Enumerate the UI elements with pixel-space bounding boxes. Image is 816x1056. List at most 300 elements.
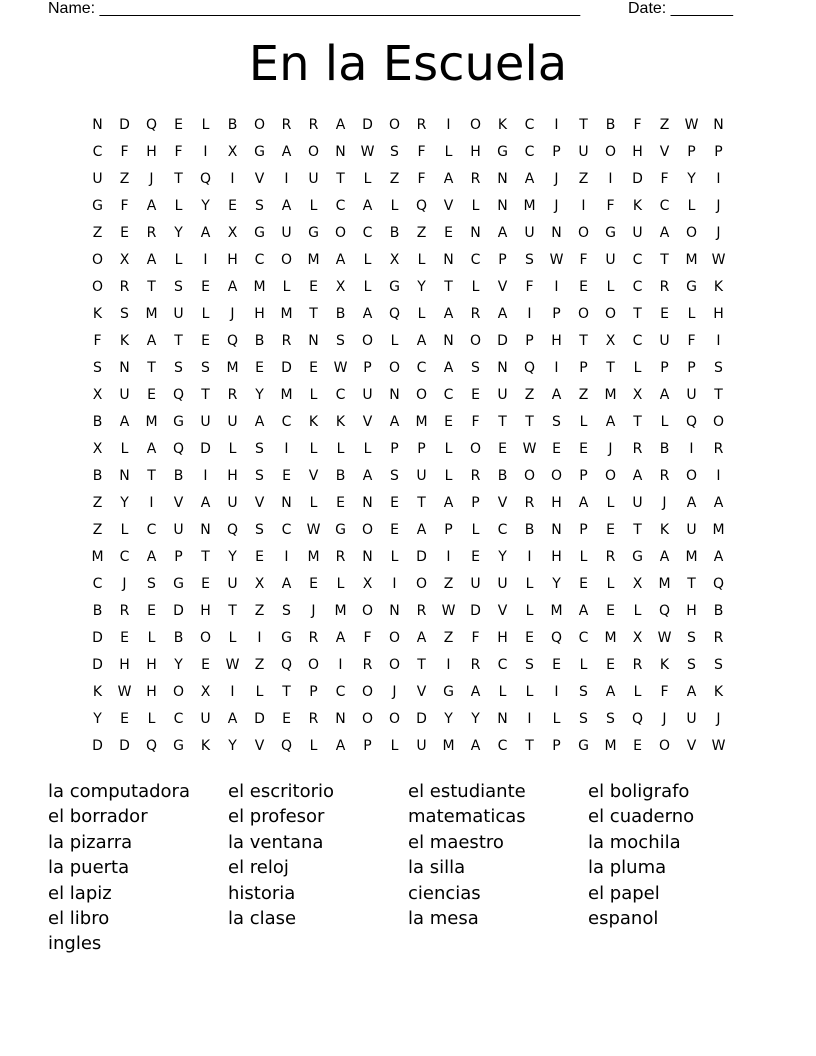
grid-letter[interactable]: S [201, 360, 210, 376]
grid-letter[interactable]: A [524, 171, 535, 187]
grid-letter[interactable]: I [284, 171, 289, 187]
grid-letter[interactable]: C [497, 657, 508, 673]
grid-letter[interactable]: A [443, 360, 454, 376]
grid-letter[interactable]: C [632, 252, 643, 268]
grid-letter[interactable]: I [581, 198, 586, 214]
grid-letter[interactable]: V [308, 468, 319, 484]
grid-letter[interactable]: T [417, 495, 426, 511]
grid-letter[interactable]: J [716, 225, 721, 241]
grid-letter[interactable]: V [173, 495, 184, 511]
grid-letter[interactable]: S [120, 306, 129, 322]
grid-letter[interactable]: S [336, 333, 345, 349]
grid-letter[interactable]: E [309, 360, 318, 376]
grid-letter[interactable]: W [441, 603, 456, 619]
grid-letter[interactable]: I [446, 549, 451, 565]
grid-letter[interactable]: S [390, 468, 399, 484]
grid-letter[interactable]: W [360, 144, 375, 160]
grid-letter[interactable]: L [390, 333, 399, 349]
grid-letter[interactable]: I [149, 495, 154, 511]
grid-letter[interactable]: I [716, 333, 721, 349]
grid-letter[interactable]: A [362, 198, 373, 214]
grid-letter[interactable]: M [604, 630, 617, 646]
grid-letter[interactable]: M [307, 252, 320, 268]
grid-letter[interactable]: V [362, 414, 373, 430]
grid-letter[interactable]: N [497, 711, 508, 727]
grid-letter[interactable]: G [578, 738, 589, 754]
grid-letter[interactable]: Q [550, 630, 563, 646]
grid-letter[interactable]: E [174, 117, 183, 133]
grid-letter[interactable]: O [577, 225, 590, 241]
grid-letter[interactable]: S [255, 522, 264, 538]
grid-letter[interactable]: J [608, 441, 613, 457]
grid-letter[interactable]: Q [523, 360, 536, 376]
grid-letter[interactable]: L [633, 360, 642, 376]
grid-letter[interactable]: H [146, 144, 157, 160]
grid-letter[interactable]: R [308, 630, 319, 646]
grid-letter[interactable]: V [254, 738, 265, 754]
grid-letter[interactable]: Q [226, 522, 239, 538]
grid-letter[interactable]: Q [172, 441, 185, 457]
grid-letter[interactable]: M [307, 549, 320, 565]
grid-letter[interactable]: N [389, 387, 400, 403]
grid-letter[interactable]: F [417, 171, 426, 187]
grid-letter[interactable]: H [146, 657, 157, 673]
grid-letter[interactable]: P [552, 306, 561, 322]
grid-letter[interactable]: N [551, 522, 562, 538]
grid-letter[interactable]: Y [228, 738, 237, 754]
grid-letter[interactable]: N [443, 252, 454, 268]
grid-letter[interactable]: O [685, 468, 698, 484]
grid-letter[interactable]: G [335, 522, 346, 538]
grid-letter[interactable]: R [659, 279, 670, 295]
grid-letter[interactable]: L [390, 549, 399, 565]
grid-letter[interactable]: N [362, 549, 373, 565]
grid-letter[interactable]: Q [280, 738, 293, 754]
grid-letter[interactable]: V [254, 171, 265, 187]
grid-letter[interactable]: P [417, 441, 426, 457]
grid-letter[interactable]: A [362, 468, 373, 484]
grid-letter[interactable]: S [714, 360, 723, 376]
grid-letter[interactable]: E [201, 333, 210, 349]
grid-letter[interactable]: T [282, 684, 291, 700]
grid-letter[interactable]: E [579, 279, 588, 295]
grid-letter[interactable]: R [119, 603, 130, 619]
grid-letter[interactable]: T [174, 333, 183, 349]
grid-letter[interactable]: O [604, 468, 617, 484]
grid-letter[interactable]: O [415, 387, 428, 403]
grid-letter[interactable]: A [362, 306, 373, 322]
grid-letter[interactable]: T [444, 279, 453, 295]
grid-letter[interactable]: X [362, 576, 373, 592]
grid-letter[interactable]: U [470, 576, 481, 592]
grid-letter[interactable]: D [173, 603, 184, 619]
grid-letter[interactable]: O [91, 279, 104, 295]
grid-letter[interactable]: Y [417, 279, 426, 295]
grid-letter[interactable]: V [416, 684, 427, 700]
grid-letter[interactable]: T [147, 360, 156, 376]
grid-letter[interactable]: G [605, 225, 616, 241]
grid-letter[interactable]: F [579, 252, 588, 268]
grid-letter[interactable]: R [632, 657, 643, 673]
grid-letter[interactable]: G [497, 144, 508, 160]
grid-letter[interactable]: T [714, 387, 723, 403]
grid-letter[interactable]: S [687, 630, 696, 646]
grid-letter[interactable]: W [333, 360, 348, 376]
grid-letter[interactable]: M [145, 414, 158, 430]
grid-letter[interactable]: I [554, 117, 559, 133]
grid-letter[interactable]: O [172, 684, 185, 700]
grid-letter[interactable]: Y [228, 549, 237, 565]
grid-letter[interactable]: T [633, 306, 642, 322]
grid-letter[interactable]: R [470, 468, 481, 484]
grid-letter[interactable]: S [471, 360, 480, 376]
grid-letter[interactable]: I [689, 441, 694, 457]
grid-letter[interactable]: F [120, 198, 129, 214]
grid-letter[interactable]: U [632, 495, 643, 511]
grid-letter[interactable]: M [415, 414, 428, 430]
grid-letter[interactable]: E [228, 198, 237, 214]
grid-letter[interactable]: N [119, 468, 130, 484]
grid-letter[interactable]: W [522, 441, 537, 457]
grid-letter[interactable]: T [201, 549, 210, 565]
grid-letter[interactable]: L [471, 198, 480, 214]
grid-letter[interactable]: H [713, 306, 724, 322]
grid-letter[interactable]: M [685, 549, 698, 565]
grid-letter[interactable]: T [660, 252, 669, 268]
grid-letter[interactable]: L [525, 684, 534, 700]
grid-letter[interactable]: U [92, 171, 103, 187]
grid-letter[interactable]: B [497, 468, 508, 484]
grid-letter[interactable]: B [173, 630, 184, 646]
grid-letter[interactable]: B [605, 117, 616, 133]
grid-letter[interactable]: I [446, 117, 451, 133]
grid-letter[interactable]: L [255, 684, 264, 700]
grid-letter[interactable]: Z [92, 225, 103, 241]
grid-letter[interactable]: Q [226, 333, 239, 349]
grid-letter[interactable]: P [579, 360, 588, 376]
grid-letter[interactable]: K [659, 657, 670, 673]
grid-letter[interactable]: B [173, 468, 184, 484]
grid-letter[interactable]: L [444, 441, 453, 457]
grid-letter[interactable]: G [632, 549, 643, 565]
grid-letter[interactable]: H [119, 657, 130, 673]
grid-letter[interactable]: I [716, 468, 721, 484]
grid-letter[interactable]: P [552, 738, 561, 754]
grid-letter[interactable]: A [335, 117, 346, 133]
grid-letter[interactable]: L [606, 576, 615, 592]
grid-letter[interactable]: S [687, 657, 696, 673]
grid-letter[interactable]: A [470, 738, 481, 754]
grid-letter[interactable]: V [686, 738, 697, 754]
grid-letter[interactable]: O [361, 522, 374, 538]
grid-letter[interactable]: D [119, 117, 130, 133]
grid-letter[interactable]: Z [416, 225, 427, 241]
grid-letter[interactable]: L [174, 252, 183, 268]
grid-letter[interactable]: A [443, 171, 454, 187]
grid-letter[interactable]: O [577, 306, 590, 322]
grid-letter[interactable]: N [200, 522, 211, 538]
grid-letter[interactable]: Y [687, 171, 696, 187]
grid-letter[interactable]: V [497, 279, 508, 295]
grid-letter[interactable]: A [227, 711, 238, 727]
grid-letter[interactable]: P [309, 684, 318, 700]
grid-letter[interactable]: U [686, 711, 697, 727]
grid-letter[interactable]: E [525, 630, 534, 646]
grid-letter[interactable]: E [201, 657, 210, 673]
grid-letter[interactable]: I [203, 252, 208, 268]
grid-letter[interactable]: I [554, 279, 559, 295]
grid-letter[interactable]: A [659, 549, 670, 565]
grid-letter[interactable]: H [227, 252, 238, 268]
grid-letter[interactable]: L [444, 144, 453, 160]
grid-letter[interactable]: F [633, 117, 642, 133]
grid-letter[interactable]: L [201, 117, 210, 133]
grid-letter[interactable]: C [524, 117, 535, 133]
grid-letter[interactable]: A [146, 441, 157, 457]
grid-letter[interactable]: C [362, 225, 373, 241]
grid-letter[interactable]: K [713, 279, 724, 295]
grid-letter[interactable]: Q [658, 603, 671, 619]
grid-letter[interactable]: O [604, 306, 617, 322]
grid-letter[interactable]: E [282, 468, 291, 484]
grid-letter[interactable]: L [660, 414, 669, 430]
grid-letter[interactable]: T [525, 738, 534, 754]
grid-letter[interactable]: I [203, 468, 208, 484]
grid-letter[interactable]: E [201, 279, 210, 295]
grid-letter[interactable]: U [227, 414, 238, 430]
grid-letter[interactable]: W [549, 252, 564, 268]
grid-letter[interactable]: W [306, 522, 321, 538]
grid-letter[interactable]: Q [145, 117, 158, 133]
grid-letter[interactable]: U [200, 414, 211, 430]
grid-letter[interactable]: P [660, 360, 669, 376]
grid-letter[interactable]: P [579, 522, 588, 538]
grid-letter[interactable]: V [497, 603, 508, 619]
grid-letter[interactable]: E [336, 495, 345, 511]
grid-letter[interactable]: N [551, 225, 562, 241]
grid-letter[interactable]: A [578, 495, 589, 511]
grid-letter[interactable]: O [712, 414, 725, 430]
grid-letter[interactable]: D [200, 441, 211, 457]
grid-letter[interactable]: J [392, 684, 397, 700]
grid-letter[interactable]: I [203, 144, 208, 160]
grid-letter[interactable]: G [443, 684, 454, 700]
grid-letter[interactable]: X [632, 576, 643, 592]
grid-letter[interactable]: E [633, 738, 642, 754]
grid-letter[interactable]: D [254, 711, 265, 727]
grid-letter[interactable]: E [255, 549, 264, 565]
grid-letter[interactable]: H [551, 333, 562, 349]
grid-letter[interactable]: I [527, 549, 532, 565]
grid-letter[interactable]: E [120, 225, 129, 241]
grid-letter[interactable]: L [606, 279, 615, 295]
grid-letter[interactable]: T [147, 468, 156, 484]
grid-letter[interactable]: D [632, 171, 643, 187]
grid-letter[interactable]: J [311, 603, 316, 619]
grid-letter[interactable]: T [633, 522, 642, 538]
grid-letter[interactable]: S [174, 360, 183, 376]
grid-letter[interactable]: L [282, 279, 291, 295]
grid-letter[interactable]: X [335, 279, 346, 295]
grid-letter[interactable]: E [201, 576, 210, 592]
grid-letter[interactable]: F [471, 630, 480, 646]
grid-letter[interactable]: J [662, 495, 667, 511]
grid-letter[interactable]: C [416, 360, 427, 376]
grid-letter[interactable]: E [444, 225, 453, 241]
grid-letter[interactable]: W [657, 630, 672, 646]
grid-letter[interactable]: Y [120, 495, 129, 511]
grid-letter[interactable]: N [713, 117, 724, 133]
grid-letter[interactable]: D [92, 630, 103, 646]
grid-letter[interactable]: C [119, 549, 130, 565]
grid-letter[interactable]: T [336, 171, 345, 187]
grid-letter[interactable]: L [336, 441, 345, 457]
grid-letter[interactable]: Z [578, 387, 589, 403]
grid-letter[interactable]: G [254, 225, 265, 241]
grid-letter[interactable]: A [470, 684, 481, 700]
grid-letter[interactable]: K [308, 414, 319, 430]
grid-letter[interactable]: L [417, 252, 426, 268]
grid-letter[interactable]: I [230, 684, 235, 700]
grid-letter[interactable]: L [174, 198, 183, 214]
grid-letter[interactable]: A [416, 522, 427, 538]
grid-letter[interactable]: M [280, 387, 293, 403]
grid-letter[interactable]: S [255, 198, 264, 214]
grid-letter[interactable]: F [417, 144, 426, 160]
grid-letter[interactable]: V [443, 198, 454, 214]
grid-letter[interactable]: C [632, 279, 643, 295]
grid-letter[interactable]: S [606, 711, 615, 727]
grid-letter[interactable]: Z [443, 576, 454, 592]
grid-letter[interactable]: M [685, 252, 698, 268]
grid-letter[interactable]: C [632, 333, 643, 349]
grid-letter[interactable]: B [713, 603, 724, 619]
grid-letter[interactable]: S [579, 711, 588, 727]
grid-letter[interactable]: E [660, 306, 669, 322]
grid-letter[interactable]: F [687, 333, 696, 349]
grid-letter[interactable]: T [147, 279, 156, 295]
grid-letter[interactable]: E [444, 414, 453, 430]
grid-letter[interactable]: L [417, 306, 426, 322]
grid-letter[interactable]: M [658, 576, 671, 592]
grid-letter[interactable]: U [227, 495, 238, 511]
grid-letter[interactable]: T [228, 603, 237, 619]
grid-letter[interactable]: R [632, 441, 643, 457]
grid-letter[interactable]: T [174, 171, 183, 187]
grid-letter[interactable]: Y [255, 387, 264, 403]
grid-letter[interactable]: O [388, 657, 401, 673]
grid-letter[interactable]: Q [712, 576, 725, 592]
grid-letter[interactable]: F [174, 144, 183, 160]
grid-letter[interactable]: L [120, 522, 129, 538]
grid-letter[interactable]: O [361, 711, 374, 727]
grid-letter[interactable]: C [443, 387, 454, 403]
grid-letter[interactable]: V [659, 144, 670, 160]
grid-letter[interactable]: L [363, 252, 372, 268]
grid-letter[interactable]: B [335, 468, 346, 484]
grid-letter[interactable]: P [525, 333, 534, 349]
grid-letter[interactable]: A [416, 333, 427, 349]
grid-letter[interactable]: O [253, 117, 266, 133]
grid-letter[interactable]: R [470, 171, 481, 187]
grid-letter[interactable]: N [335, 144, 346, 160]
grid-letter[interactable]: E [606, 657, 615, 673]
grid-letter[interactable]: A [605, 414, 616, 430]
grid-letter[interactable]: G [686, 279, 697, 295]
grid-letter[interactable]: Z [92, 495, 103, 511]
grid-letter[interactable]: L [525, 576, 534, 592]
grid-letter[interactable]: O [361, 684, 374, 700]
grid-letter[interactable]: E [147, 387, 156, 403]
grid-letter[interactable]: D [416, 711, 427, 727]
grid-letter[interactable]: U [416, 468, 427, 484]
grid-letter[interactable]: N [389, 603, 400, 619]
grid-letter[interactable]: B [92, 603, 103, 619]
grid-letter[interactable]: A [200, 225, 211, 241]
grid-letter[interactable]: C [497, 738, 508, 754]
grid-letter[interactable]: A [713, 549, 724, 565]
grid-letter[interactable]: A [686, 495, 697, 511]
grid-letter[interactable]: C [578, 630, 589, 646]
grid-letter[interactable]: E [390, 495, 399, 511]
grid-letter[interactable]: I [284, 441, 289, 457]
grid-letter[interactable]: U [173, 522, 184, 538]
grid-letter[interactable]: K [92, 684, 103, 700]
grid-letter[interactable]: L [228, 630, 237, 646]
grid-letter[interactable]: M [604, 387, 617, 403]
grid-letter[interactable]: U [308, 171, 319, 187]
grid-letter[interactable]: P [444, 522, 453, 538]
grid-letter[interactable]: S [525, 657, 534, 673]
grid-letter[interactable]: X [92, 387, 103, 403]
grid-letter[interactable]: C [335, 198, 346, 214]
grid-letter[interactable]: Z [389, 171, 400, 187]
grid-letter[interactable]: M [226, 360, 239, 376]
grid-letter[interactable]: I [284, 549, 289, 565]
grid-letter[interactable]: E [606, 522, 615, 538]
grid-letter[interactable]: J [122, 576, 127, 592]
grid-letter[interactable]: A [281, 144, 292, 160]
grid-letter[interactable]: P [714, 144, 723, 160]
grid-letter[interactable]: U [686, 387, 697, 403]
grid-letter[interactable]: O [334, 225, 347, 241]
grid-letter[interactable]: N [362, 495, 373, 511]
grid-letter[interactable]: U [578, 144, 589, 160]
grid-letter[interactable]: B [335, 306, 346, 322]
grid-letter[interactable]: A [632, 468, 643, 484]
grid-letter[interactable]: D [416, 549, 427, 565]
grid-letter[interactable]: P [363, 360, 372, 376]
grid-letter[interactable]: Y [93, 711, 102, 727]
grid-letter[interactable]: D [92, 738, 103, 754]
grid-letter[interactable]: G [173, 414, 184, 430]
grid-letter[interactable]: X [119, 252, 130, 268]
grid-letter[interactable]: R [227, 387, 238, 403]
grid-letter[interactable]: A [605, 684, 616, 700]
grid-letter[interactable]: H [200, 603, 211, 619]
grid-letter[interactable]: W [117, 684, 132, 700]
grid-letter[interactable]: A [686, 684, 697, 700]
grid-letter[interactable]: M [253, 279, 266, 295]
grid-letter[interactable]: M [550, 603, 563, 619]
grid-letter[interactable]: C [173, 711, 184, 727]
grid-letter[interactable]: A [497, 306, 508, 322]
grid-letter[interactable]: R [713, 441, 724, 457]
grid-letter[interactable]: N [497, 171, 508, 187]
grid-letter[interactable]: H [470, 144, 481, 160]
grid-letter[interactable]: F [363, 630, 372, 646]
grid-letter[interactable]: Q [415, 198, 428, 214]
